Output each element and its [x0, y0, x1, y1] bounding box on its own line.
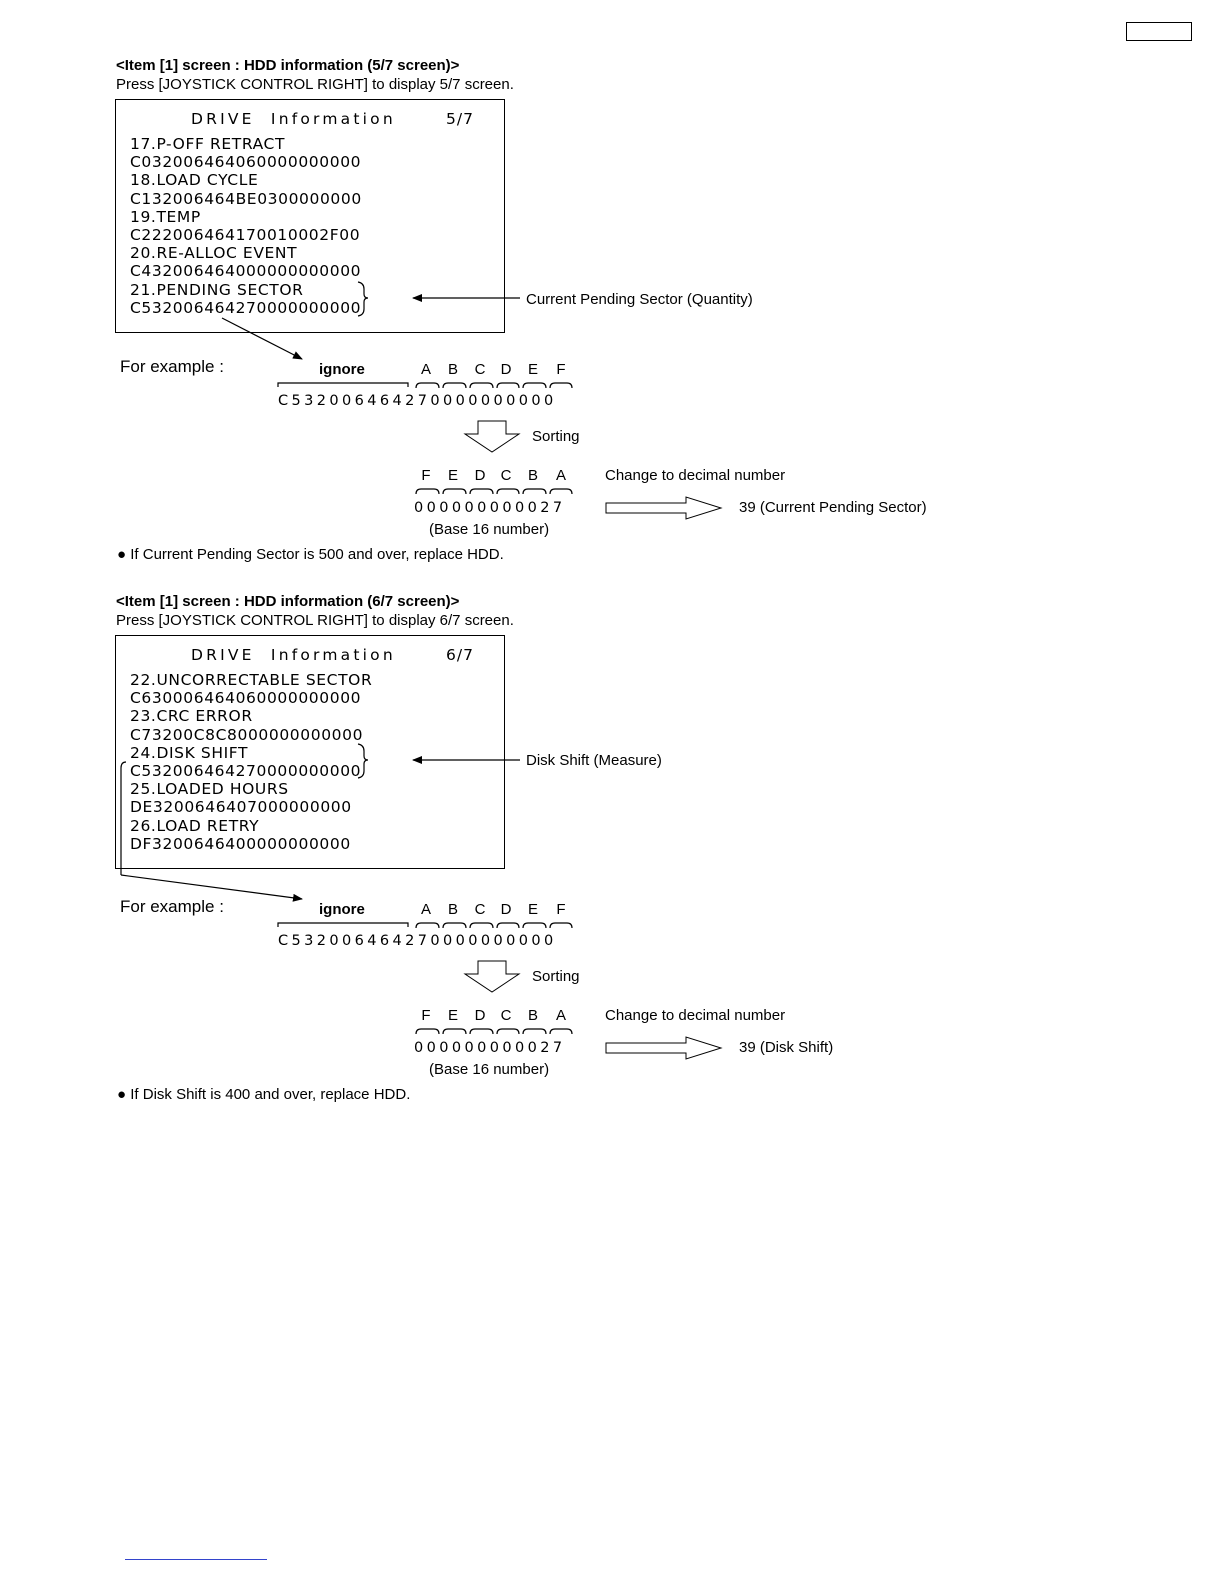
byte-braces-top [416, 923, 572, 928]
screen-line: 17.P-OFF RETRACT [130, 135, 286, 153]
byte-letter: D [500, 361, 512, 378]
screen-line: 18.LOAD CYCLE [130, 171, 259, 190]
section1-change-label: Change to decimal number [605, 467, 786, 484]
byte-letter: A [555, 1007, 566, 1024]
screen-line: DE3200646407000000000 [130, 798, 352, 817]
byte-letter: B [527, 1007, 538, 1024]
byte-letter: B [527, 467, 538, 484]
byte-letter: F [556, 361, 566, 378]
screen-page-number: 6/7 [446, 646, 474, 664]
section1-instruction: Press [JOYSTICK CONTROL RIGHT] to display 5/7 screen. [116, 76, 514, 93]
convert-arrow [606, 497, 721, 519]
bullet-icon: ● [117, 1086, 127, 1103]
screen-line: C532006464270000000000 [130, 298, 362, 317]
section1-hex-string: C532006464270000000000 [278, 393, 557, 409]
byte-letter: E [447, 467, 458, 484]
screen-page-number: 5/7 [446, 110, 474, 128]
bullet-icon: ● [117, 546, 127, 563]
byte-letter: F [556, 901, 566, 918]
sorting-arrow [465, 421, 519, 452]
section2-example-label: For example : [120, 897, 224, 916]
screen-line: 25.LOADED HOURS [130, 780, 289, 799]
section2-sorting-label: Sorting [532, 968, 580, 985]
byte-letter: B [447, 361, 458, 378]
section2-result: 39 (Disk Shift) [739, 1039, 834, 1056]
byte-letter: D [474, 1007, 486, 1024]
screen-line: 24.DISK SHIFT [130, 743, 249, 762]
section2-ignore-label: ignore [319, 901, 365, 918]
byte-letter: C [474, 901, 486, 918]
section1-example-label: For example : [120, 357, 224, 376]
byte-letter: E [527, 361, 538, 378]
screen-line: C630006464060000000000 [130, 689, 362, 708]
screen-line: C222006464170010002F00 [130, 226, 361, 245]
section1-ignore-label: ignore [319, 361, 365, 378]
byte-letter: E [447, 1007, 458, 1024]
byte-braces-top [416, 383, 572, 388]
section2-sorted-value: 000000000027 [414, 1040, 566, 1056]
byte-letter: A [420, 901, 431, 918]
screen-line: C73200C8C8000000000000 [130, 725, 364, 744]
section1-base-note: (Base 16 number) [429, 521, 550, 538]
section2-instruction: Press [JOYSTICK CONTROL RIGHT] to display 6/7 screen. [116, 612, 514, 629]
note-text: If Current Pending Sector is 500 and over, replace HDD. [130, 546, 504, 563]
byte-letter: C [500, 1007, 512, 1024]
ignore-bracket [278, 923, 408, 927]
screen-line: 22.UNCORRECTABLE SECTOR [130, 671, 373, 689]
ignore-bracket [278, 383, 408, 387]
section1-callout: Current Pending Sector (Quantity) [526, 291, 753, 308]
screen-brace [358, 744, 368, 778]
byte-braces-sorted [416, 489, 572, 494]
section2-hex-string: C532006464270000000000 [278, 933, 557, 949]
screen-line: 26.LOAD RETRY [130, 816, 260, 835]
sorting-arrow [465, 961, 519, 992]
section1-result: 39 (Current Pending Sector) [739, 499, 927, 516]
screen-line: C132006464BE0300000000 [130, 189, 362, 208]
section1-sorting-label: Sorting [532, 428, 580, 445]
screen-line: C032006464060000000000 [130, 153, 362, 172]
screen-line: 20.RE-ALLOC EVENT [130, 244, 298, 263]
screen-title: DRIVE Information [191, 646, 396, 664]
byte-braces-sorted [416, 1029, 572, 1034]
screen-brace [358, 282, 368, 316]
byte-letter: D [474, 467, 486, 484]
byte-letter: F [421, 467, 431, 484]
convert-arrow [606, 1037, 721, 1059]
screen-line: 19.TEMP [130, 207, 201, 226]
example-pointer-arrow [121, 875, 302, 899]
example-pointer-line [121, 762, 126, 875]
screen-line: DF3200646400000000000 [130, 834, 351, 853]
byte-letter: C [474, 361, 486, 378]
section2-base-note: (Base 16 number) [429, 1061, 550, 1078]
section2-change-label: Change to decimal number [605, 1007, 786, 1024]
byte-letter: F [421, 1007, 431, 1024]
byte-letter: D [500, 901, 512, 918]
screen-line: 21.PENDING SECTOR [130, 280, 304, 299]
byte-letter: B [447, 901, 458, 918]
byte-letter: E [527, 901, 538, 918]
section2-heading: <Item [1] screen : HDD information (6/7 screen)> [116, 593, 460, 610]
note-text: If Disk Shift is 400 and over, replace HDD. [130, 1086, 411, 1103]
section1-heading: <Item [1] screen : HDD information (5/7 screen)> [116, 57, 460, 74]
screen-line: C432006464000000000000 [130, 262, 362, 281]
screen-line: 23.CRC ERROR [130, 707, 253, 726]
byte-letter: A [555, 467, 566, 484]
section2-callout: Disk Shift (Measure) [526, 752, 662, 769]
section1-sorted-value: 000000000027 [414, 500, 566, 516]
screen-line: C532006464270000000000 [130, 762, 362, 781]
byte-letter: A [420, 361, 431, 378]
screen-title: DRIVE Information [191, 110, 396, 128]
example-pointer-arrow [222, 318, 302, 359]
byte-letter: C [500, 467, 512, 484]
